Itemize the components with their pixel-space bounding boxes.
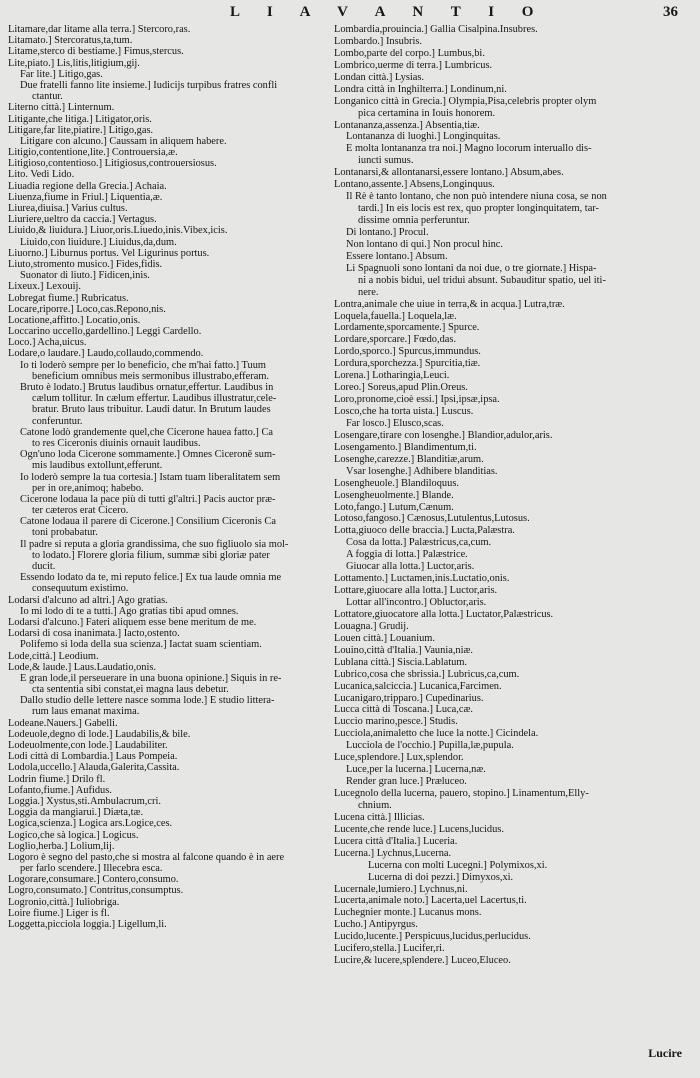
dictionary-entry: Loreo.] Soreus,apud Plin.Oreus. [334,382,468,394]
dictionary-entry: dissime omnia perferuntur. [358,215,470,226]
dictionary-entry: Lotta,giuoco delle braccia.] Lucta,Palæstra. [334,525,515,537]
dictionary-entry: Litamare,dar litame alla terra.] Stercoro,ras. [8,24,191,35]
dictionary-entry: Lucena città.] Illicias. [334,811,425,823]
dictionary-entry: Lodrin fiume.] Drilo fl. [8,773,106,785]
dictionary-entry: Lucido,lucente.] Perspicuus,lucidus,perlucidus. [334,931,531,943]
dictionary-entry: Lucente,che rende luce.] Lucens,lucidus. [334,823,504,835]
dictionary-entry: Io ti loderò sempre per lo beneficio, che m'hai fatto.] Tuum [20,359,266,371]
dictionary-entry: Lucegnolo della lucerna, pauero, stopino.] Linamentum,Elly- [334,788,589,799]
dictionary-entry: Literno città.] Linternum. [8,102,115,114]
dictionary-entry: Lordare,sporcare.] Fœdo,das. [334,334,457,346]
dictionary-entry: Giuocar alla lotta.] Luctor,aris. [346,561,475,573]
dictionary-entry: E gran lode,il perseuerare in una buona opinione.] Siquis in re- [20,672,282,684]
dictionary-entry: Lucanica,salciccia.] Lucanica,Farcimen. [334,680,502,692]
dictionary-entry: Locare,riporre.] Loco,cas.Repono,nis. [8,303,166,315]
dictionary-entry: Logico,che sà logica.] Logicus. [8,829,139,841]
dictionary-entry: Far losco.] Elusco,scas. [346,417,444,429]
dictionary-entry: Polifemo si loda della sua scienza.] Iactat suam scientiam. [20,639,262,651]
dictionary-entry: Liuido,& liuidura.] Liuor,oris.Liuedo,inis.Vibex,icis. [8,225,228,237]
dictionary-entry: Lombrico,uerme di terra.] Lumbricus. [334,59,493,71]
dictionary-entry: rum laus emanat maxima. [32,706,140,718]
dictionary-entry: Lodeuole,degno di lode.] Laudabilis,& bile. [8,728,191,740]
dictionary-entry: Lobregat fiume.] Rubricatus. [8,292,129,304]
dictionary-entry: Loire fiume.] Liger is fl. [8,907,110,919]
dictionary-entry: Luccio marino,pesce.] Studis. [334,716,458,728]
dictionary-entry: Lucerna.] Lychnus,Lucerna. [334,847,452,859]
dictionary-entry: Lubrico,cosa che sbrissia.] Lubricus,ca,cum. [334,668,520,680]
dictionary-entry: Locatione,affitto.] Locatio,onis. [8,314,141,326]
dictionary-entry: Liuto,stromento musico.] Fides,fidis. [8,258,163,270]
dictionary-entry: per in ore,animoq; habebo. [32,482,144,494]
dictionary-entry: Lucifero,stella.] Lucifer,ri. [334,943,445,955]
dictionary-entry: Louagna.] Grudij. [334,620,409,632]
dictionary-entry: Catone lodaua il parere di Cicerone.] Consilium Ciceronis Ca [20,516,276,528]
dictionary-entry: Di lontano.] Procul. [346,226,429,238]
dictionary-entry: Lucire,& lucere,splendere.] Luceo,Eluceo. [334,955,511,967]
dictionary-entry: per farlo scendere.] Illecebra esca. [20,863,163,875]
dictionary-entry: Losengamento.] Blandimentum,ti. [334,441,477,453]
dictionary-entry: Lucanigaro,tripparo.] Cupedinarius. [334,692,484,704]
dictionary-entry: Logronio,città.] Iuliobriga. [8,896,120,908]
dictionary-entry: Litame,sterco di bestiame.] Fimus,stercus. [8,46,184,58]
dictionary-entry: Lucciola,animaletto che luce la notte.] Cicindela. [334,728,539,740]
dictionary-entry: tardi.] In eis locis est rex, quo propter longinquitatem, tar- [358,203,600,215]
dictionary-entry: Lotoso,fangoso.] Cænosus,Lutulentus,Lutosus. [334,513,530,525]
dictionary-entry: Lode,città.] Leodium. [8,650,99,662]
dictionary-entry: Litigare con alcuno.] Caussam in aliquem habere. [20,135,227,147]
dictionary-entry: Litigio,contentione,lite.] Controuersia,æ. [8,147,178,159]
dictionary-entry: Suonator di liuto.] Fidicen,inis. [20,270,150,282]
dictionary-entry: Lodarsi d'alcuno.] Fateri aliquem esse bene meritum de me. [8,616,257,628]
dictionary-entry: Io loderò sempre la tua cortesia.] Istam tuam liberalitatem sem [20,471,281,483]
dictionary-entry: Lontananza,assenza.] Absentia,tiæ. [334,119,480,131]
dictionary-entry: Lordamente,sporcamente.] Spurce. [334,322,480,334]
page-number: 36 [663,4,678,20]
dictionary-entry: Lucerna con molti Lucegni.] Polymixos,xi. [368,859,548,871]
dictionary-entry: Io mi lodo di te a tutti.] Ago gratias tibi apud omnes. [20,605,239,617]
dictionary-entry: Li Spagnuoli sono lontani da noi due, o tre giornate.] Hispa- [346,262,597,274]
dictionary-entry: Logica,scienza.] Logica ars.Logice,ces. [8,818,173,830]
dictionary-entry: A foggia di lotta.] Palæstrice. [346,549,468,561]
dictionary-entry: to res Ciceronis diuinis ornauit laudibus. [32,437,201,449]
dictionary-entry: Lordura,sporchezza.] Spurcitia,tiæ. [334,358,481,370]
dictionary-entry: Liuorno.] Liburnus portus. Vel Ligurinus portus. [8,247,210,259]
dictionary-entry: Loggia.] Xystus,sti.Ambulacrum,cri. [8,795,161,807]
dictionary-entry: Losengheuolmente.] Blande. [334,489,454,501]
dictionary-entry: Due fratelli fanno lite insieme.] Iudicijs turpibus fratres confli [20,79,278,91]
dictionary-entry: Losengheuole.] Blandiloquus. [334,477,459,489]
dictionary-entry: Lucho.] Antipyrgus. [334,919,418,931]
dictionary-entry: Liuenza,fiume in Friul.] Liquentia,æ. [8,191,163,203]
dictionary-entry: Lordo,sporco.] Spurcus,immundus. [334,346,481,358]
dictionary-entry: conferuntur. [32,415,83,427]
dictionary-entry: Loggetta,picciola loggia.] Ligellum,li. [8,919,167,930]
dictionary-entry: Litamato.] Stercoratus,ta,tum. [8,35,133,47]
dictionary-entry: Litigare,far lite,piatire.] Litigo,gas. [8,124,154,136]
dictionary-entry: Longanico città in Grecia.] Olympia,Pisa,celebris propter olym [334,95,597,107]
right-column [334,24,674,967]
dictionary-entry: Lodarsi di cosa inanimata.] Iacto,ostento. [8,628,180,640]
dictionary-entry: beneficium omnibus meis sermonibus illustrabo,efferam. [32,370,270,382]
dictionary-entry: ni a nobis bidui, uel tridui absunt. Subauditur spatio, uel iti- [358,274,606,286]
catchword: Lucire [648,1046,682,1060]
dictionary-entry: Essendo lodato da te, mi reputo felice.] Ex tua laude omnia me [20,572,282,584]
dictionary-entry: Lodare,o laudare.] Laudo,collaudo,commendo. [8,348,204,360]
dictionary-entry: ctantur. [32,91,63,103]
dictionary-entry: Lontanarsi,& allontanarsi,essere lontano.] Absum,abes. [334,167,564,179]
dictionary-entry: Lorena.] Lotharingia,Leuci. [334,370,450,382]
left-column [8,24,336,930]
dictionary-entry: Logoro è segno del pasto,che si mostra al falcone quando è in aere [8,851,285,863]
dictionary-entry: Lucera città d'Italia.] Luceria. [334,835,458,847]
dictionary-entry: Lite,piato.] Lis,litis,litigium,gij. [8,57,140,69]
dictionary-entry: Lode,& laude.] Laus.Laudatio,onis. [8,661,157,673]
dictionary-entry: chnium. [358,799,392,811]
dictionary-entry: Loggia da mangiarui.] Diæta,tæ. [8,807,144,819]
dictionary-entry: Loquela,fauella.] Loquela,læ. [334,310,457,322]
dictionary-entry: Londra città in Inghilterra.] Londinum,ni. [334,83,507,95]
dictionary-entry: Lottar all'incontro.] Obluctor,aris. [346,597,487,608]
dictionary-entry: Lodarsi d'alcuno ad altri.] Ago gratias. [8,594,168,606]
dictionary-entry: Cicerone lodaua la pace più di tutti gl'altri.] Pacis auctor præ- [20,493,276,505]
dictionary-entry: Lontananza di luoghi.] Longinquitas. [346,131,501,143]
dictionary-entry: Liuriere,ueltro da caccia.] Vertagus. [8,214,157,226]
dictionary-entry: Loglio,herba.] Lolium,lij. [8,840,115,852]
dictionary-entry: iuncti sumus. [358,155,414,167]
dictionary-entry: Lodi città di Lombardia.] Laus Pompeia. [8,751,178,763]
dictionary-entry: ter cæteros erat Cicero. [32,505,129,517]
dictionary-entry: consequutum existimo. [32,583,129,595]
dictionary-entry: to lodato.] Florere gloria filium, summæ sibi gloriæ pater [32,549,270,561]
dictionary-entry: Lito. Vedi Lido. [8,169,75,181]
dictionary-entry: bratur. Bruto laus tribuitur. Laudi datur. In Brutum laudes [32,404,271,416]
dictionary-entry: Luchegnier monte.] Lucanus mons. [334,907,482,919]
dictionary-entry: Vsar losenghe.] Adhibere blanditias. [346,465,498,477]
dictionary-entry: Lottare,giuocare alla lotta.] Luctor,aris. [334,585,498,597]
dictionary-entry: Lombardo.] Insubris. [334,35,423,47]
dictionary-entry: Lontano,assente.] Absens,Longinquus. [334,179,495,191]
dictionary-entry: Loto,fango.] Lutum,Cænum. [334,501,454,513]
dictionary-entry: Render gran luce.] Præluceo. [346,776,467,788]
dictionary-entry: nere. [358,286,379,298]
dictionary-entry: Liurea,diuisa.] Varius cultus. [8,203,128,214]
dictionary-entry: Liuido,con liuidure.] Liuidus,da,dum. [20,236,177,248]
dictionary-entry: cælum tollitur. In cælum effertur. Laudibus illustratur,cele- [32,393,277,405]
dictionary-entry: Litigante,che litiga.] Litigator,oris. [8,113,152,125]
dictionary-entry: Londan città.] Lysias. [334,71,425,83]
dictionary-entry: Lombardia,prouincia.] Gallia Cisalpina.Insubres. [334,24,538,35]
dictionary-entry: Loro,pronome,cioè essi.] Ipsi,ipsæ,ipsa. [334,394,500,406]
dictionary-entry: Loccarino uccello,gardellino.] Leggi Cardello. [8,326,202,338]
dictionary-entry: Lofanto,fiume.] Aufidus. [8,784,112,796]
dictionary-entry: Il padre si reputa a gloria grandissima, che suo figliuolo sia mol- [20,538,289,550]
dictionary-entry: Luce,per la lucerna.] Lucerna,næ. [346,764,486,776]
dictionary-entry: Loco.] Acha,uicus. [8,337,87,349]
dictionary-entry: Losenghe,carezze.] Blanditiæ,arum. [334,453,484,465]
dictionary-entry: Litigioso,contentioso.] Litigiosus,controuersiosus. [8,158,217,170]
dictionary-entry: Lombo,parte del corpo.] Lumbus,bi. [334,47,485,59]
dictionary-entry: Lodola,uccello.] Alauda,Galerita,Cassita. [8,762,180,774]
dictionary-entry: Losengare,tirare con losenghe.] Blandior,adulor,aris. [334,429,553,441]
dictionary-entry: toni probabatur. [32,527,98,539]
dictionary-entry: Essere lontano.] Absum. [346,250,448,262]
dictionary-entry: Dallo studio delle lettere nasce somma lode.] E studio littera- [20,695,275,707]
dictionary-entry: Bruto è lodato.] Brutus laudibus ornatur,effertur. Laudibus in [20,382,274,393]
dictionary-entry: Ogn'uno loda Cicerone sommamente.] Omnes Ciceronē sum- [20,449,276,461]
running-head: L I A V A N T I O [230,4,546,20]
dictionary-entry: Lodeane.Nauers.] Gabelli. [8,717,118,729]
dictionary-entry: pica certamina in Iouis honorem. [358,107,496,119]
dictionary-entry: Lublana città.] Siscia.Lablatum. [334,656,468,668]
dictionary-entry: mis laudibus extollunt,efferunt. [32,460,163,472]
dictionary-entry: Cosa da lotta.] Palæstricus,ca,cum. [346,537,492,549]
dictionary-entry: Lottatore,giuocatore alla lotta.] Luctator,Palæstricus. [334,608,554,620]
dictionary-entry: Lucerta,animale noto.] Lacerta,uel Lacertus,ti. [334,895,527,907]
dictionary-entry: Louino,città d'Italia.] Vaunia,niæ. [334,644,474,656]
dictionary-entry: cta sententia sibi constat,ei magna laus debetur. [32,684,229,696]
dictionary-entry: Logorare,consumare.] Contero,consumo. [8,874,179,886]
dictionary-entry: Logro,consumato.] Contritus,consumptus. [8,885,184,897]
dictionary-entry: Lucerna di doi pezzi.] Dimyxos,xi. [368,871,514,883]
dictionary-entry: Catone lodò grandemente quel,che Cicerone hauea fatto.] Ca [20,426,274,438]
dictionary-entry: Far lite.] Litigo,gas. [20,68,103,80]
dictionary-entry: Luce,splendore.] Lux,splendor. [334,752,464,764]
dictionary-entry: Lixeux.] Lexouij. [8,281,82,293]
dictionary-entry: Losco,che ha torta uista.] Luscus. [334,406,474,417]
dictionary-entry: Lucca città di Toscana.] Luca,cæ. [334,704,473,716]
dictionary-entry: E molta lontananza tra noi.] Magno locorum interuallo dis- [346,143,592,155]
dictionary-entry: Lodeuolmente,con lode.] Laudabiliter. [8,740,168,751]
dictionary-entry: ducit. [32,561,56,572]
dictionary-entry: Lottamento.] Luctamen,inis.Luctatio,onis. [334,573,510,585]
dictionary-entry: Lucernale,lumiero.] Lychnus,ni. [334,883,468,895]
dictionary-entry: Lontra,animale che uiue in terra,& in acqua.] Lutra,træ. [334,298,565,310]
dictionary-entry: Il Rè è tanto lontano, che non può intendere niuna cosa, se non [346,191,607,203]
dictionary-entry: Liuadia regione della Grecia.] Achaia. [8,180,167,192]
dictionary-entry: Non lontano di qui.] Non procul hinc. [346,238,503,250]
dictionary-entry: Louen città.] Louanium. [334,632,435,644]
dictionary-entry: Lucciola de l'occhio.] Pupilla,læ,pupula. [346,740,514,752]
